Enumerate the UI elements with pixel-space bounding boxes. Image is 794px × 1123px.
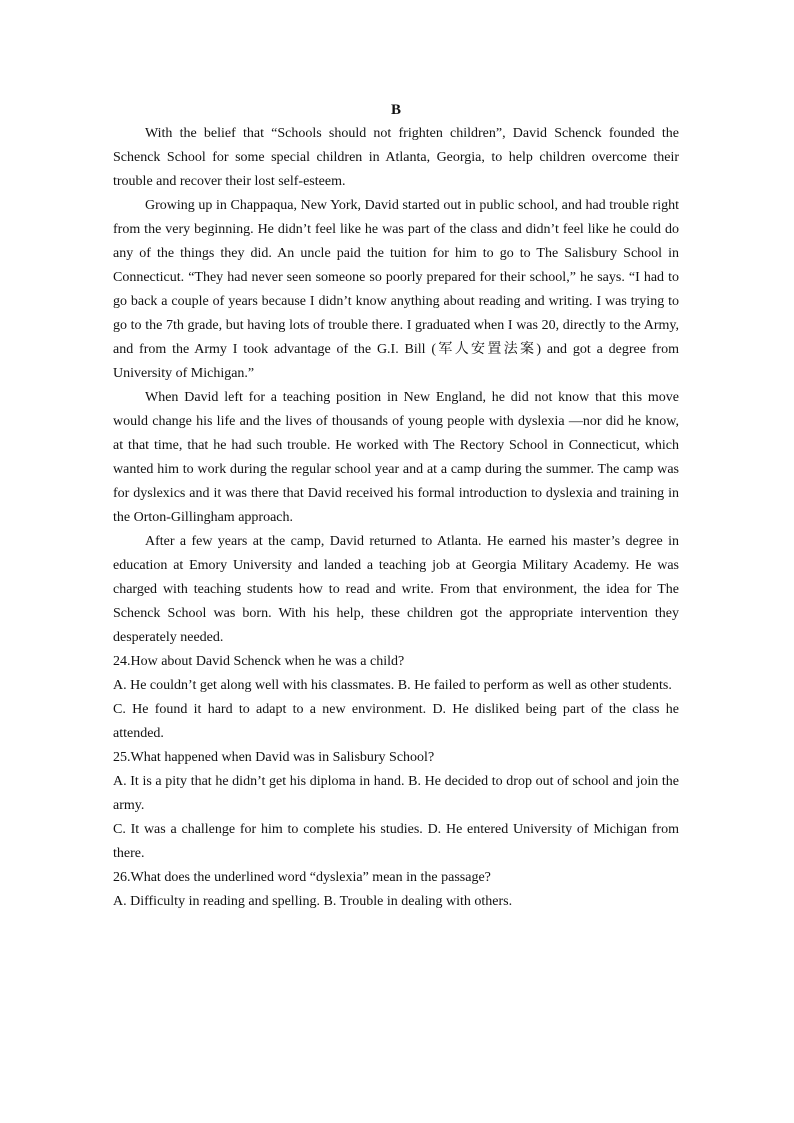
question-24-options-cd: C. He found it hard to adapt to a new environment. D. He disliked being part of the class he attended. <box>113 702 679 741</box>
passage-paragraph-3: When David left for a teaching position in New England, he did not know that this move would change his life and the lives of thousands of young people with dyslexia —nor did he know, at that time, that he had such trouble. He worked with The Rectory School in Connecticut, which wanted him to work during the regular school year and at a camp during the summer. The camp was for dyslexics and it was there that David received his formal introduction to dyslexia and training in the Orton-Gillingham approach. <box>113 390 679 525</box>
question-25-options-cd: C. It was a challenge for him to complete his studies. D. He entered University of Michigan from there. <box>113 822 679 861</box>
question-24-options-ab: A. He couldn’t get along well with his classmates. B. He failed to perform as well as other students. <box>113 678 672 693</box>
exam-page <box>113 98 679 914</box>
section-title: B <box>390 102 401 118</box>
question-24-stem: 24.How about David Schenck when he was a child? <box>113 654 405 669</box>
passage-paragraph-2: Growing up in Chappaqua, New York, David started out in public school, and had trouble right from the very beginning. He didn’t feel like he was part of the class and didn’t feel like he could do any of the things they did. An uncle paid the tuition for him to go to The Salisbury School in Connecticut. “They had never seen someone so poorly prepared for their school,” he says. “I had to go back a couple of years because I didn’t know anything about reading and writing. I was trying to go to the 7th grade, but having lots of trouble there. I graduated when I was 20, directly to the Army, and from the Army I took advantage of the G.I. Bill (军人安置法案) and got a degree from University of Michigan.” <box>113 198 679 381</box>
question-26-options-ab: A. Difficulty in reading and spelling. B. Trouble in dealing with others. <box>113 894 513 909</box>
passage-paragraph-1: With the belief that “Schools should not frighten children”, David Schenck founded the Schenck School for some special children in Atlanta, Georgia, to help children overcome their trouble and recover their lost self-esteem. <box>113 126 679 189</box>
question-26-stem: 26.What does the underlined word “dyslexia” mean in the passage? <box>113 870 491 885</box>
question-25-stem: 25.What happened when David was in Salisbury School? <box>113 750 435 765</box>
passage-paragraph-4: After a few years at the camp, David returned to Atlanta. He earned his master’s degree in education at Emory University and landed a teaching job at Georgia Military Academy. He was charged with teaching students how to read and write. From that environment, the idea for The Schenck School was born. With his help, these children got the appropriate intervention they desperately needed. <box>113 534 679 645</box>
question-25-options-ab: A. It is a pity that he didn’t get his diploma in hand. B. He decided to drop out of school and join the army. <box>113 774 679 813</box>
